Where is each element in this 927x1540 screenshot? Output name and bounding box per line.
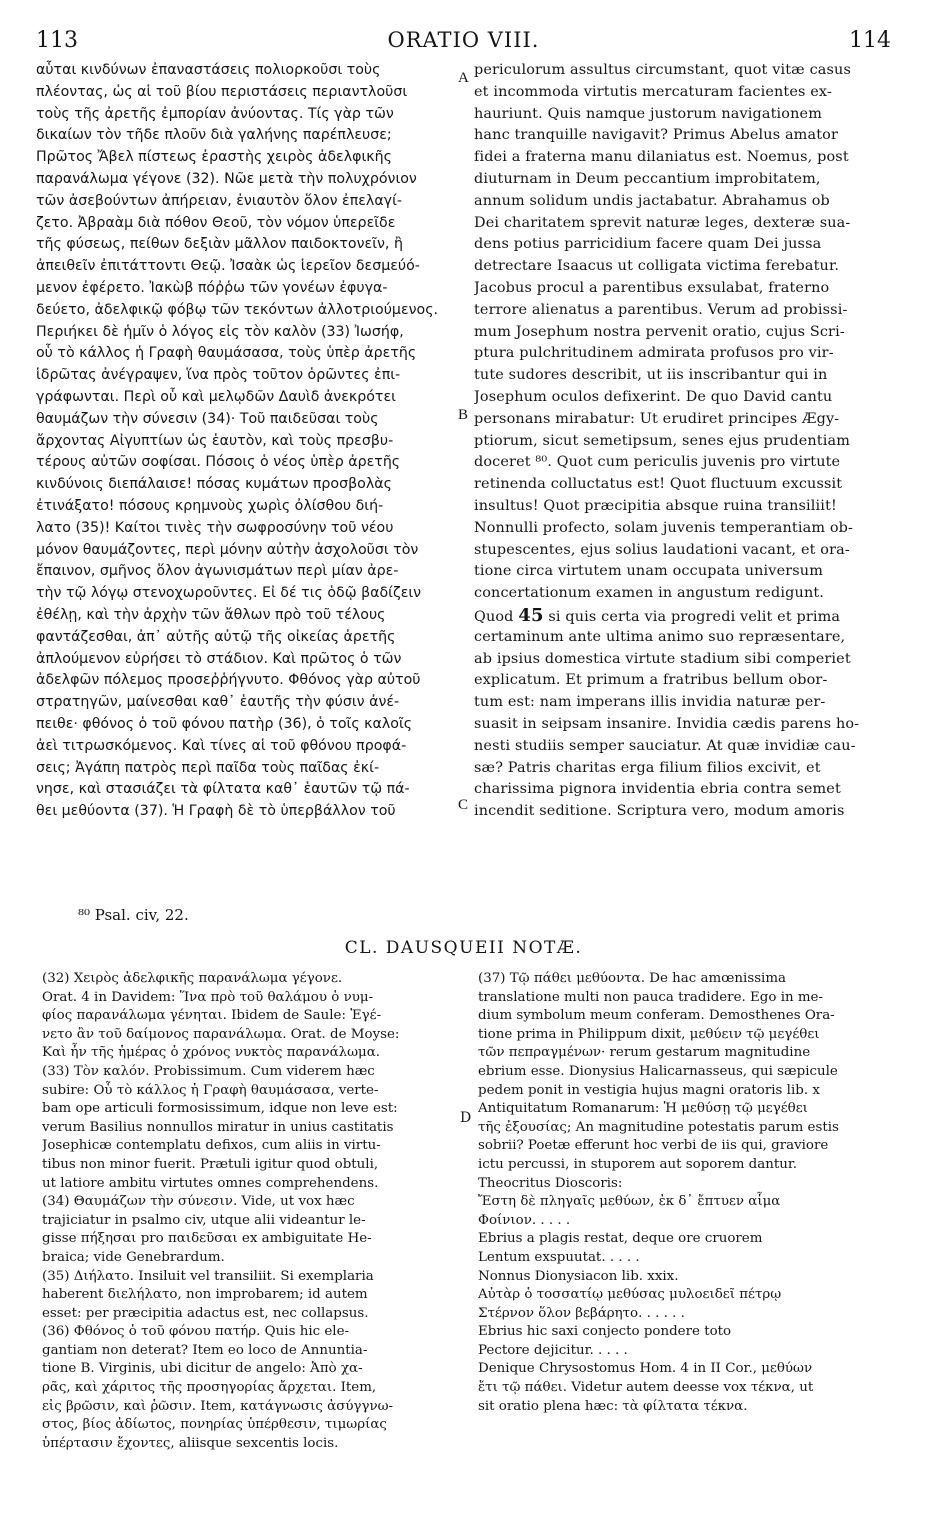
latin-line: stupescentes, ejus solius laudationi vacant, et ora- xyxy=(474,541,850,558)
greek-line: μενον ἐφέρετο. Ἰακὼβ πόῤῥω τῶν γονέων ἐφυγα- xyxy=(36,279,388,296)
note-line: νετο ἂν τοῦ δαίμονος παρανάλωμα. Orat. de Moyse: xyxy=(42,1026,400,1042)
note-line: Orat. 4 in Davidem: Ἵνα πρὸ τοῦ θαλάμου ὁ νυμ- xyxy=(42,989,374,1005)
latin-line: periculorum assultus circumstant, quot vitæ casus xyxy=(474,62,852,78)
latin-line: explicatum. Et primum a fratribus bellum obor- xyxy=(474,672,828,689)
note-line: (32) Χειρὸς ἀδελφικῆς παρανάλωμα γέγονε. xyxy=(42,971,343,986)
greek-line: οὗ τὸ κάλλος ἡ Γραφὴ θαυμάσασα, τοὺς ὑπὲρ ἀρετῆς xyxy=(36,345,417,362)
latin-line: sæ? Patris charitas erga filium filios excivit, et xyxy=(474,759,821,776)
note-line: τῶν πεπραγμένων· rerum gestarum magnitudine xyxy=(478,1045,811,1061)
note-line: Ebrius hic saxi conjecto pondere toto xyxy=(478,1324,732,1340)
note-line: Ebrius a plagis restat, deque ore cruorem xyxy=(478,1231,763,1247)
note-line: ἔτι τῷ πάθει. Videtur autem deesse vox τέκνα, ut xyxy=(478,1380,814,1396)
note-line: Denique Chrysostomus Hom. 4 in II Cor., μεθύων xyxy=(478,1361,813,1377)
note-line: Lentum exspuutat. . . . . xyxy=(478,1249,640,1265)
notes-left-column xyxy=(42,970,457,1453)
latin-line xyxy=(474,605,894,627)
note-line: gisse πήξησαι pro παιδεῦσαι ex ambiguitate He- xyxy=(42,1231,372,1247)
quod-word: Quod xyxy=(474,608,514,625)
latin-line: annum solidum undis jactabatur. Abrahamus ob xyxy=(474,192,830,209)
latin-line: certaminum ante ultima animo suo repræsentare, xyxy=(474,628,846,645)
greek-line: στρατηγῶν, μαίνεσθαι καθ᾽ ἑαυτῆς τὴν φύσιν ἀνέ- xyxy=(36,694,400,711)
margin-letter-b: B xyxy=(458,407,469,423)
latin-line: hanc tranquille navigavit? Primus Abelus amator xyxy=(474,127,838,144)
greek-line: θει μεθύοντα (37). Ἡ Γραφὴ δὲ τὸ ὑπερβάλλον τοῦ xyxy=(36,803,396,820)
running-title: ORATIO VIII. xyxy=(387,28,540,52)
note-line: τῆς ἐξουσίας; An magnitudine potestatis parum estis xyxy=(478,1119,839,1135)
note-line: verum Basilius nonnullos miratur in unius castitatis xyxy=(42,1119,394,1135)
note-line: Antiquitatum Romanarum: Ἡ μεθύσῃ τῷ μεγέθει xyxy=(478,1101,808,1117)
latin-line: personans mirabatur: Ut erudiret principes Ægy- xyxy=(474,410,840,427)
latin-line: doceret ⁸⁰. Quot cum periculis juvenis pro virtute xyxy=(474,454,841,471)
note-line: haberent διελήλατο, non improbarem; id autem xyxy=(42,1287,368,1303)
note-line: Theocritus Dioscoris: xyxy=(478,1175,623,1191)
latin-line: detrectare Isaacus ut colligata victima ferebatur. xyxy=(474,258,840,275)
greek-line: ἔπαινον, σμῆνος ὅλον ἀγωνισμάτων περὶ μίαν ἀρε- xyxy=(36,563,399,580)
note-line: translatione multi non pauca tradidere. Ego in me- xyxy=(478,989,823,1005)
greek-line: φαντάζεσθαι, ἀπ᾽ αὐτῆς αὐτῷ τῆς οἰκείας ἀρετῆς xyxy=(36,628,396,645)
note-line: Φοίνιον. . . . . xyxy=(478,1212,571,1228)
note-line: braica; vide Genebrardum. xyxy=(42,1249,225,1265)
note-line: Στέρνον ὅλον βεβάρητο. . . . . . xyxy=(478,1305,685,1321)
greek-line: ἀεὶ τιτρωσκόμενος. Καὶ τίνες αἱ τοῦ φθόνου προφά- xyxy=(36,737,407,754)
greek-line: τέρους αὐτῶν σοφίσαι. Πόσοις ὁ νέος ὑπὲρ ἀρετῆς xyxy=(36,454,401,471)
latin-line: hauriunt. Quis namque justorum navigationem xyxy=(474,105,822,122)
note-line: ictu percussi, in stuporem aut soporem dantur. xyxy=(478,1156,798,1172)
latin-line: diuturnam in Deum peccantium improbitatem, xyxy=(474,170,821,187)
latin-line: suasit in seipsam insanire. Invidia cædis parens ho- xyxy=(474,715,860,732)
greek-line: σεις; Ἀγάπη πατρὸς περὶ παῖδα τοὺς παῖδας ἐκί- xyxy=(36,759,380,776)
latin-line: tute sudores describit, ut iis inscribantur qui in xyxy=(474,367,828,384)
greek-line: αὗται κινδύνων ἐπαναστάσεις πολιορκοῦσι τοὺς xyxy=(36,62,381,78)
latin-line: dens potius parricidium facere quam Dei jussa xyxy=(474,236,822,253)
page-header xyxy=(36,28,891,56)
note-line: tibus non minor fuerit. Prætuli igitur quod obtuli, xyxy=(42,1156,379,1172)
latin-line: nesti studiis semper sauciatur. At quæ invidiæ cau- xyxy=(474,737,856,754)
greek-line: Πρῶτος Ἄβελ πίστεως ἐραστὴς χειρὸς ἀδελφικῆς xyxy=(36,149,392,166)
latin-line: terrore alienatus a parentibus. Verum ad probissi- xyxy=(474,301,848,318)
latin-line: Josephum oculos defixerint. De quo David cantu xyxy=(474,388,833,405)
note-line: (36) Φθόνος ὁ τοῦ φόνου πατήρ. Quis hic ele- xyxy=(42,1324,350,1340)
latin-line: retinenda colluctatus est! Quot fluctuum excussit xyxy=(474,476,843,493)
note-line: pedem ponit in vestigia hujus magni oratoris lib. x xyxy=(478,1082,820,1098)
note-line: trajiciatur in psalmo civ, utque alii videantur le- xyxy=(42,1212,366,1228)
greek-line: τὴν τῷ λόγῳ στενοχωροῦντες. Εἰ δέ τις ὁδῷ βαδίζειν xyxy=(36,585,422,602)
greek-line: τῶν ἀσεβούντων ἀπήρειαν, ἐνιαυτὸν ὅλον ἐπελαγί- xyxy=(36,192,403,209)
note-line: sit oratio plena hæc: τὰ φίλτατα τέκνα. xyxy=(478,1398,748,1414)
note-line: Josephicæ contemplatu defixos, cum aliis in virtu- xyxy=(42,1138,381,1154)
latin-line: Dei charitatem sprevit naturæ leges, dexteræ sua- xyxy=(474,214,851,231)
notes-right-column xyxy=(478,970,898,1416)
note-line: στος, βίος ἀδίωτος, πονηρίας ὑπέρθεσιν, τιμωρίας xyxy=(42,1417,387,1433)
note-line: Καὶ ἦν τῆς ἡμέρας ὁ χρόνος νυκτὸς παρανάλωμα. xyxy=(42,1045,381,1061)
greek-line: ζετο. Ἀβραὰμ διὰ πόθον Θεοῦ, τὸν νόμον ὑπερεῖδε xyxy=(36,214,396,231)
column-marker: 45 xyxy=(518,604,544,626)
latin-text-column xyxy=(474,60,894,823)
greek-line: ἄρχοντας Αἰγυπτίων ὡς ἑαυτὸν, καὶ τοὺς πρεσβυ- xyxy=(36,432,394,449)
greek-line: λατο (35)! Καίτοι τινὲς τὴν σωφροσύνην τοῦ νέου xyxy=(36,519,394,536)
greek-line: τοὺς τῆς ἀρετῆς ἐμπορίαν ἀνύοντας. Τίς γὰρ τῶν xyxy=(36,105,394,122)
latin-line: concertationum examen in angustum redigunt. xyxy=(474,585,825,602)
latin-line: fidei a fraterna manu dilaniatus est. Noemus, post xyxy=(474,149,849,166)
notes-title: CL. DAUSQUEII NOTÆ. xyxy=(344,938,583,958)
note-line: ρᾶς, καὶ χάριτος τῆς προσηγορίας ἄρχεται. Item, xyxy=(42,1380,377,1396)
greek-text-column xyxy=(36,60,459,823)
note-line: tione prima in Philippum dixit, μεθύειν τῷ μεγέθει xyxy=(478,1026,820,1042)
latin-line: ptura pulchritudinem admirata profusos pro vir- xyxy=(474,345,834,362)
note-line: Nonnus Dionysiacon lib. xxix. xyxy=(478,1268,679,1284)
greek-line: πλέοντας, ὡς αἱ τοῦ βίου περιστάσεις περιαντλοῦσι xyxy=(36,83,408,100)
greek-line: ἱδρῶτας ἀνέγραψεν, ἵνα πρὸς τοῦτον ὁρῶντες ἐπι- xyxy=(36,367,401,384)
greek-line: ἐθέλῃ, καὶ τὴν ἀρχὴν τῶν ἄθλων πρὸ τοῦ τέλους xyxy=(36,606,386,623)
greek-line: τῆς φύσεως, πείθων δεξιὰν μᾶλλον παιδοκτονεῖν, ἢ xyxy=(36,236,403,253)
latin-line: tione circa virtutem unam occupata universum xyxy=(474,563,824,580)
note-line: bam ope articuli formosissimum, idque non leve est: xyxy=(42,1101,398,1117)
note-line: ut latiore ambitu virtutes omnes comprehendens. xyxy=(42,1175,379,1191)
latin-line: et incommoda virtutis mercaturam facientes ex- xyxy=(474,83,832,100)
latin-line: Jacobus procul a parentibus exsulabat, fraterno xyxy=(474,279,830,296)
latin-line: ptiorum, sicut semetipsum, senes ejus prudentiam xyxy=(474,432,851,449)
latin-line-text: si quis certa via progredi velit et prima xyxy=(548,608,841,625)
note-line: Pectore dejicitur. . . . . xyxy=(478,1342,628,1358)
note-line: (34) Θαυμάζων τὴν σύνεσιν. Vide, ut vox hæc xyxy=(42,1194,355,1210)
greek-line: νησε, καὶ στασιάζει τὰ φίλτατα καθ᾽ ἑαυτῶν τῷ πά- xyxy=(36,781,410,798)
note-line: ebrium esse. Dionysius Halicarnasseus, qui sæpicule xyxy=(478,1063,838,1079)
left-page-number: 113 xyxy=(36,28,78,53)
greek-line: Περιήκει δὲ ἡμῖν ὁ λόγος εἰς τὸν καλὸν (33) Ἰωσήφ, xyxy=(36,323,404,340)
margin-letter-a: A xyxy=(458,70,469,86)
greek-line: θαυμάζων τὴν σύνεσιν (34)· Τοῦ παιδεῦσαι τοὺς xyxy=(36,410,379,427)
greek-line: ἐτινάξατο! πόσους κρημνοὺς χωρὶς ὀλίσθου διή- xyxy=(36,497,384,514)
latin-line: insultus! Quot præcipitia absque ruina transiliit! xyxy=(474,497,837,514)
footnote: ⁸⁰ Psal. civ, 22. xyxy=(78,906,189,924)
greek-line: μόνον θαυμάζοντες, περὶ μόνην αὐτὴν ἀσχολοῦσι τὸν xyxy=(36,541,419,558)
note-line: gantiam non deterat? Item eo loco de Annuntia- xyxy=(42,1342,368,1358)
latin-line: incendit seditione. Scriptura vero, modum amoris xyxy=(474,803,845,820)
note-line: ὑπέρτασιν ἔχοντες, aliisque sexcentis locis. xyxy=(42,1435,339,1451)
note-line: φίος παρανάλωμα γένηται. Ibidem de Saule: Ἐγέ- xyxy=(42,1008,382,1024)
note-line: sobrii? Poetæ efferunt hoc verbi de iis qui, graviore xyxy=(478,1138,829,1154)
note-line: (37) Τῷ πάθει μεθύοντα. De hac amœnissima xyxy=(478,971,787,986)
greek-line: δικαίων τὸν τῆδε πλοῦν διὰ γαλήνης παρέπλευσε; xyxy=(36,127,392,144)
greek-line: κινδύνοις διεπάλαισε! πόσας κυμάτων προσβολὰς xyxy=(36,476,392,493)
note-line: dium symbolum meum conferam. Demosthenes Ora- xyxy=(478,1008,835,1024)
notes-margin-letter: D xyxy=(460,1110,472,1126)
greek-line: δεύετο, ἀδελφικῷ φόβῳ τῶν τεκόντων ἀλλοτριούμενος. xyxy=(36,301,439,318)
note-line: esset: per præcipitia adactus est, nec collapsus. xyxy=(42,1305,369,1321)
greek-line: παρανάλωμα γέγονε (32). Νῶε μετὰ τὴν πολυχρόνιον xyxy=(36,170,417,187)
margin-letter-c: C xyxy=(458,797,469,813)
greek-line: ἀπλούμενον εὑρήσει τὸ στάδιον. Καὶ πρῶτος ὁ τῶν xyxy=(36,650,402,667)
note-line: Αὐτὰρ ὁ τοσσατίῳ μεθύσας μυλοειδεῖ πέτρῳ xyxy=(478,1287,782,1303)
note-line: Ἔστη δὲ πληγαῖς μεθύων, ἐκ δ᾽ ἔπτυεν αἷμα xyxy=(478,1194,781,1210)
latin-line: Nonnulli profecto, solam juvenis temperantiam ob- xyxy=(474,519,854,536)
latin-line: tum est: nam imperans illis invidia naturæ per- xyxy=(474,694,826,711)
latin-line: ab ipsius domestica virtute stadium sibi comperiet xyxy=(474,650,851,667)
note-line: (35) Διήλατο. Insiluit vel transiliit. Si exemplaria xyxy=(42,1268,374,1284)
latin-line: charissima pignora invidentia ebria contra semet xyxy=(474,781,841,798)
right-page-number: 114 xyxy=(849,28,891,53)
note-line: εἰς βρῶσιν, καὶ ῥῶσιν. Item, κατάγνωσις ἀσύγγνω- xyxy=(42,1398,394,1414)
latin-line: mum Josephum nostra pervenit oratio, cujus Scri- xyxy=(474,323,845,340)
greek-line: πειθε· φθόνος ὁ τοῦ φόνου πατὴρ (36), ὁ τοῖς καλοῖς xyxy=(36,715,413,732)
greek-line: ἀδελφῶν πόλεμος προσεῤῥήγνυτο. Φθόνος γὰρ αὐτοῦ xyxy=(36,672,421,689)
note-line: tione B. Virginis, ubi dicitur de angelo: Ἀπὸ χα- xyxy=(42,1361,363,1377)
note-line: subire: Οὗ τὸ κάλλος ἡ Γραφὴ θαυμάσασα, verte- xyxy=(42,1082,379,1098)
greek-line: γράφωνται. Περὶ οὗ καὶ μελῳδῶν Δαυὶδ ἀνεκρότει xyxy=(36,388,396,405)
greek-line: ἀπειθεῖν ἐπιτάττοντι Θεῷ. Ἰσαὰκ ὡς ἱερεῖον δεσμεύό- xyxy=(36,258,420,275)
note-line: (33) Τὸν καλόν. Probissimum. Cum viderem hæc xyxy=(42,1063,375,1079)
